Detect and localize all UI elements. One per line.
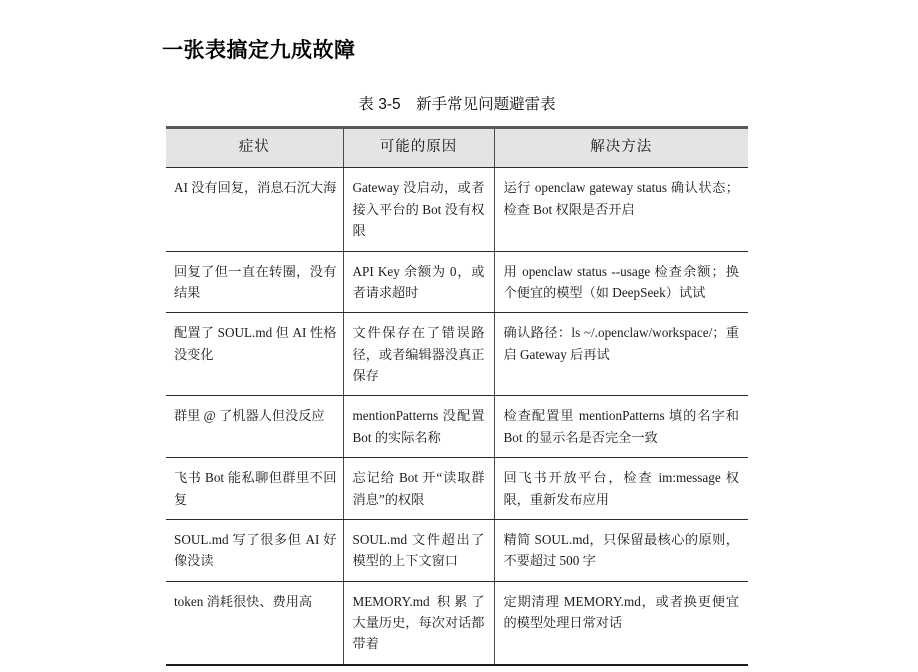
cell-text: API Key 余额为 0，或者请求超时 <box>352 263 485 300</box>
cell-symptom <box>166 519 343 581</box>
cell-text: MEMORY.md 积累了大量历史，每次对话都带着 <box>352 593 485 652</box>
cell-cause <box>343 251 494 313</box>
cell-text: SOUL.md 文件超出了模型的上下文窗口 <box>352 531 485 569</box>
cell-solution <box>494 396 748 458</box>
cell-text: 检查配置里 mentionPatterns 填的名字和 Bot 的显示名是否完全一致 <box>503 408 739 445</box>
table-header-row <box>166 128 748 168</box>
table-header <box>166 128 748 168</box>
troubleshooting-table-container <box>166 126 748 666</box>
troubleshooting-table <box>166 126 748 666</box>
cell-cause <box>343 581 494 665</box>
table-row <box>166 168 748 251</box>
cell-symptom <box>166 396 343 458</box>
cell-text: 飞书 Bot 能私聊但群里不回复 <box>174 470 337 507</box>
cell-cause <box>343 519 494 581</box>
column-header-symptom: 症状 <box>166 128 343 168</box>
cell-solution <box>494 251 748 313</box>
cell-text: 回复了但一直在转圈，没有结果 <box>174 263 337 300</box>
cell-symptom <box>166 251 343 313</box>
table-row <box>166 458 748 520</box>
cell-cause <box>343 396 494 458</box>
cell-text: 精简 SOUL.md，只保留最核心的原则，不要超过 500 字 <box>503 531 739 569</box>
cell-text: SOUL.md 写了很多但 AI 好像没读 <box>174 531 337 569</box>
table-row <box>166 396 748 458</box>
cell-solution <box>494 519 748 581</box>
cell-symptom <box>166 458 343 520</box>
cell-text: 定期清理 MEMORY.md，或者换更便宜的模型处理日常对话 <box>503 593 739 631</box>
column-header-solution: 解决方法 <box>494 128 748 168</box>
table-row <box>166 313 748 396</box>
cell-solution <box>494 168 748 251</box>
cell-text: 群里 @ 了机器人但没反应 <box>174 408 325 424</box>
cell-text: 文件保存在了错误路径，或者编辑器没真正保存 <box>352 325 485 384</box>
cell-text: 运行 openclaw gateway status 确认状态；检查 Bot 权限是否开启 <box>503 180 739 217</box>
cell-cause <box>343 313 494 396</box>
cell-solution <box>494 458 748 520</box>
cell-text: AI 没有回复，消息石沉大海 <box>174 180 337 196</box>
column-header-cause: 可能的原因 <box>343 128 494 168</box>
cell-solution <box>494 313 748 396</box>
table-row <box>166 581 748 665</box>
cell-cause <box>343 458 494 520</box>
cell-text: 配置了 SOUL.md 但 AI 性格没变化 <box>174 325 337 362</box>
cell-text: 确认路径：ls ~/.openclaw/workspace/；重启 Gateway 后再试 <box>503 325 739 362</box>
table-caption: 表 3-5 新手常见问题避雷表 <box>358 96 556 113</box>
cell-solution <box>494 581 748 665</box>
table-row <box>166 251 748 313</box>
cell-text: 用 openclaw status --usage 检查余额；换个便宜的模型（如 DeepSeek）试试 <box>503 263 739 300</box>
cell-symptom <box>166 168 343 251</box>
cell-text: token 消耗很快、费用高 <box>174 593 313 609</box>
table-row <box>166 519 748 581</box>
cell-symptom <box>166 581 343 665</box>
page-title: 一张表搞定九成故障 <box>162 39 356 63</box>
cell-symptom <box>166 313 343 396</box>
cell-text: 忘记给 Bot 开“读取群消息”的权限 <box>352 470 485 507</box>
cell-cause <box>343 168 494 251</box>
table-body <box>166 168 748 665</box>
cell-text: mentionPatterns 没配置 Bot 的实际名称 <box>352 408 485 445</box>
cell-text: 回飞书开放平台，检查 im:message 权限，重新发布应用 <box>503 470 739 507</box>
cell-text: Gateway 没启动，或者接入平台的 Bot 没有权限 <box>352 180 485 239</box>
